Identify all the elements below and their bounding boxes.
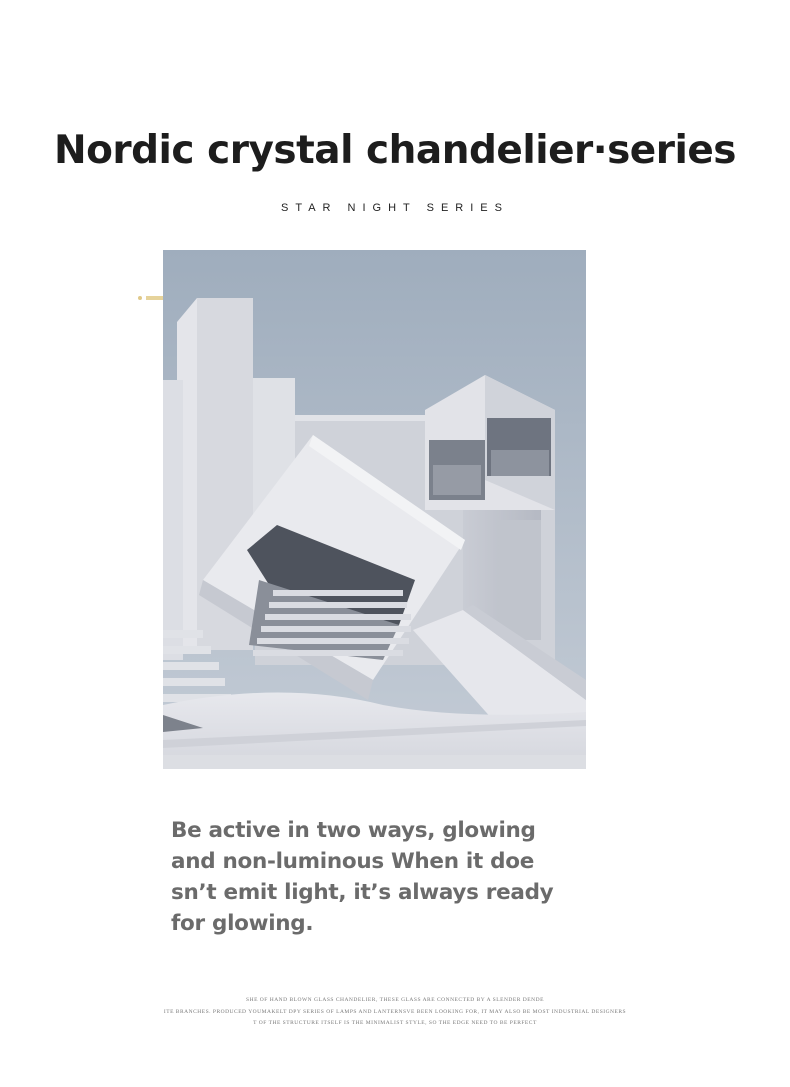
tagline-line: Be active in two ways, glowing xyxy=(171,818,536,843)
architecture-photo xyxy=(163,250,586,769)
page-subtitle: STAR NIGHT SERIES xyxy=(280,202,509,214)
tagline xyxy=(171,815,571,939)
footnote xyxy=(0,995,790,1030)
accent-dot xyxy=(138,296,142,300)
footnote-line: SHE OF HAND BLOWN GLASS CHANDELIER, THESE GLASS ARE CONNECTED BY A SLENDER DENDE xyxy=(246,997,544,1003)
tagline-line: and non-luminous When it doe xyxy=(171,849,534,874)
page-title: Nordic crystal chandelier·series xyxy=(53,128,737,173)
footnote-line: T OF THE STRUCTURE ITSELF IS THE MINIMALIST STYLE, SO THE EDGE NEED TO BE PERFECT xyxy=(253,1020,537,1026)
footnote-line: ITE BRANCHES. PRODUCED YOUMAKELT DPY SERIES OF LAMPS AND LANTERNSVE BEEN LOOKING FOR, IT MAY ALSO BE MOST INDUSTRIAL DESIGNERS xyxy=(163,1008,627,1015)
tagline-line: sn’t emit light, it’s always ready xyxy=(171,880,554,905)
tagline-line: for glowing. xyxy=(171,911,314,936)
